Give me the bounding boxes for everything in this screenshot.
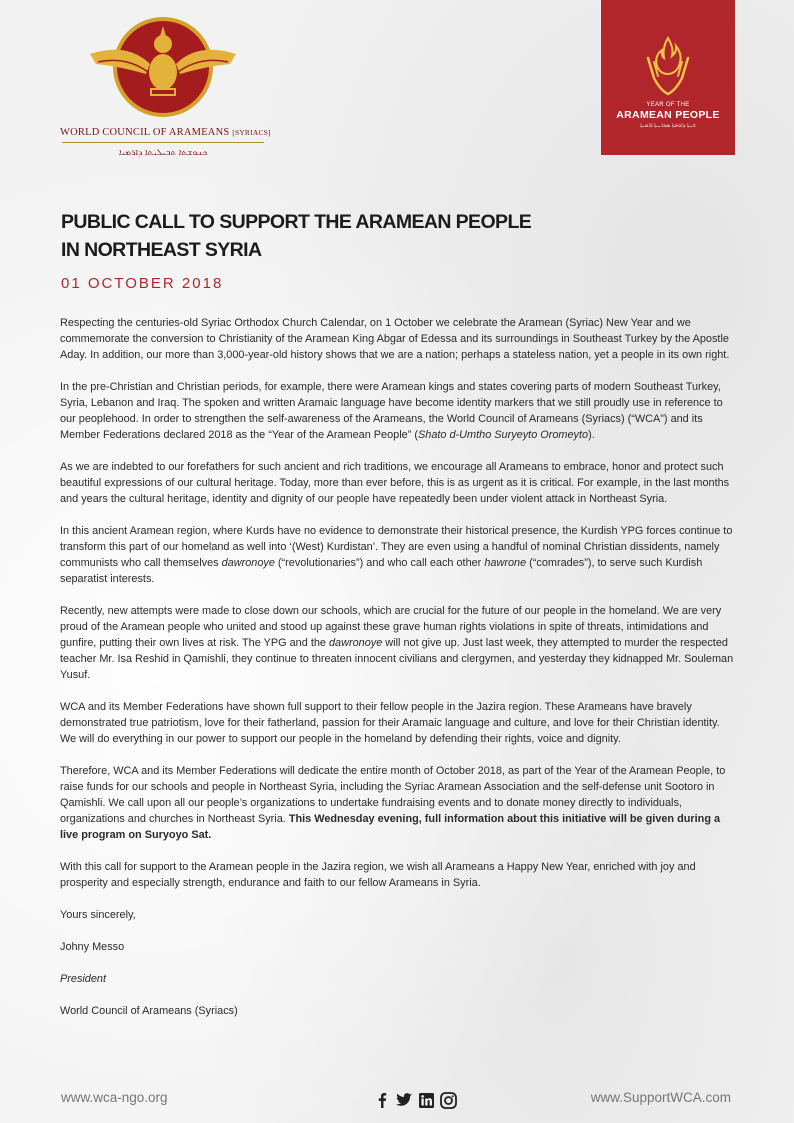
letter-body xyxy=(60,315,735,1035)
paragraph-6: WCA and its Member Federations have shown full support to their fellow people in the Jazira region. These Arameans have bravely demonstrated true patriotism, love for their fatherland, passion for their Aramaic language and culture, and love for their Christian identity. We will do everything in our power to support our people in the homeland by defending their rights, voice and dignity. xyxy=(60,701,720,745)
document-title xyxy=(61,208,621,264)
social-icons xyxy=(373,1091,457,1109)
paragraph-4: In this ancient Aramean region, where Kurds have no evidence to demonstrate their historical presence, the Kurdish YPG forces continue to transform this part of our homeland as well into ‘(West) Kurdistan’. They are even using a handful of nominal Christian dissidents, namely communists who call themselves dawronoye (“revolutionaries”) and who call each other hawrone (“comrades”), to serve such Kurdish separatist interests. xyxy=(60,525,733,585)
linkedin-icon[interactable] xyxy=(417,1091,435,1109)
paragraph-5: Recently, new attempts were made to close down our schools, which are crucial for the future of our people in the homeland. We are very proud of the Aramean people who united and stood up against these grave human rights violations in spite of threats, intimidations and gunfire, putting their own lives at risk. The YPG and the dawronoye will not give up. Just last week, they attempted to murder the respected teacher Mr. Isa Reshid in Qamishli, they continue to threaten innocent civilians and clergymen, and yesterday they kidnapped Mr. Souleman Yusuf. xyxy=(60,605,734,681)
footer-link-wca-ngo[interactable]: www.wca-ngo.org xyxy=(61,1090,168,1105)
year-syriac-label: ܫܢܬܐ ܕܐܘܡܬܐ ܣܘܪܝܝܬܐ ܐܪܡܝܬܐ xyxy=(640,123,696,129)
eagle-sun-emblem-icon xyxy=(88,14,238,120)
signature-org: World Council of Arameans (Syriacs) xyxy=(60,1005,238,1017)
bold-announcement: This Wednesday evening, full information about this initiative will be given during a live program on Suryoyo Sat. xyxy=(60,813,721,841)
syriac-phrase: Shato d-Umtho Suryeyto Oromeyto xyxy=(418,429,589,441)
wca-divider xyxy=(62,142,264,143)
paragraph-2: In the pre-Christian and Christian periods, for example, there were Aramean kings and states covering parts of modern Southeast Turkey, Syria, Lebanon and Iraq. The spoken and written Aramaic language have become identity markers that we still proudly use in reference to our peoplehood. In order to strengthen the self-awareness of the Arameans, the World Council of Arameans (Syriacs) (“WCA”) and its Member Federations declared 2018 as the “Year of the Aramean People” (Shato d-Umtho Suryeyto Oromeyto). xyxy=(60,381,723,441)
paragraph-3: As we are indebted to our forefathers for such ancient and rich traditions, we encourage all Arameans to embrace, honor and protect such beautiful expressions of our cultural heritage. Today, more than ever before, this is as urgent as it is critical. For example, in the last months and years the cultural heritage, identity and dignity of our people have repeatedly been under violent attack in Northeast Syria. xyxy=(60,461,730,505)
facebook-icon[interactable] xyxy=(373,1091,391,1109)
signature-role: President xyxy=(60,973,107,985)
paragraph-8: With this call for support to the Aramean people in the Jazira region, we wish all Arameans a Happy New Year, enriched with joy and prosperity and especially strength, endurance and faith to our fellow Arameans in Syria. xyxy=(60,861,696,889)
closing: Yours sincerely, xyxy=(60,909,136,921)
twitter-icon[interactable] xyxy=(395,1091,413,1109)
signature-name: Johny Messo xyxy=(60,941,125,953)
hands-flame-icon xyxy=(644,34,692,98)
wca-organization-name xyxy=(60,127,271,138)
wca-syriac-name: ܟܢܘܫܬܐ ܬܒܝܠܝܬܐ ܕܐܪ̈ܡܝܐ xyxy=(118,147,208,157)
footer-link-supportwca[interactable]: www.SupportWCA.com xyxy=(590,1090,731,1105)
wca-name-main: WORLD COUNCIL OF ARAMEANS xyxy=(60,127,230,138)
year-of-aramean-people-badge xyxy=(601,0,735,155)
document-date: 01 OCTOBER 2018 xyxy=(61,275,224,292)
instagram-icon[interactable] xyxy=(439,1091,457,1109)
title-line-2: IN NORTHEAST SYRIA xyxy=(61,239,262,261)
aramean-people-label: ARAMEAN PEOPLE xyxy=(616,109,720,121)
paragraph-7: Therefore, WCA and its Member Federations will dedicate the entire month of October 2018, as part of the Year of the Aramean People, to raise funds for our schools and people in Northeast Syria, including the Syriac Aramean Association and the self-defense unit Sootoro in Qamishli. We call upon all our people’s organizations to undertake fundraising events and to donate money directly to individuals, organizations and churches in Northeast Syria. This Wednesday evening, full information about this initiative will be given during a live program on Suryoyo Sat. xyxy=(60,765,726,841)
wca-name-small: [SYRIACS] xyxy=(232,128,271,137)
paragraph-1: Respecting the centuries-old Syriac Orthodox Church Calendar, on 1 October we celebrate the Aramean (Syriac) New Year and we commemorate the conversion to Christianity of the Aramean King Abgar of Edessa and its surroundings in Southeast Turkey by the Apostle Aday. In addition, our more than 3,000-year-old history shows that we are a nation; perhaps a stateless nation, yet a people in its own right. xyxy=(60,317,730,361)
wca-logo xyxy=(60,14,271,160)
year-of-the-label: YEAR OF THE xyxy=(646,102,690,108)
title-line-1: PUBLIC CALL TO SUPPORT THE ARAMEAN PEOPLE xyxy=(61,211,532,233)
